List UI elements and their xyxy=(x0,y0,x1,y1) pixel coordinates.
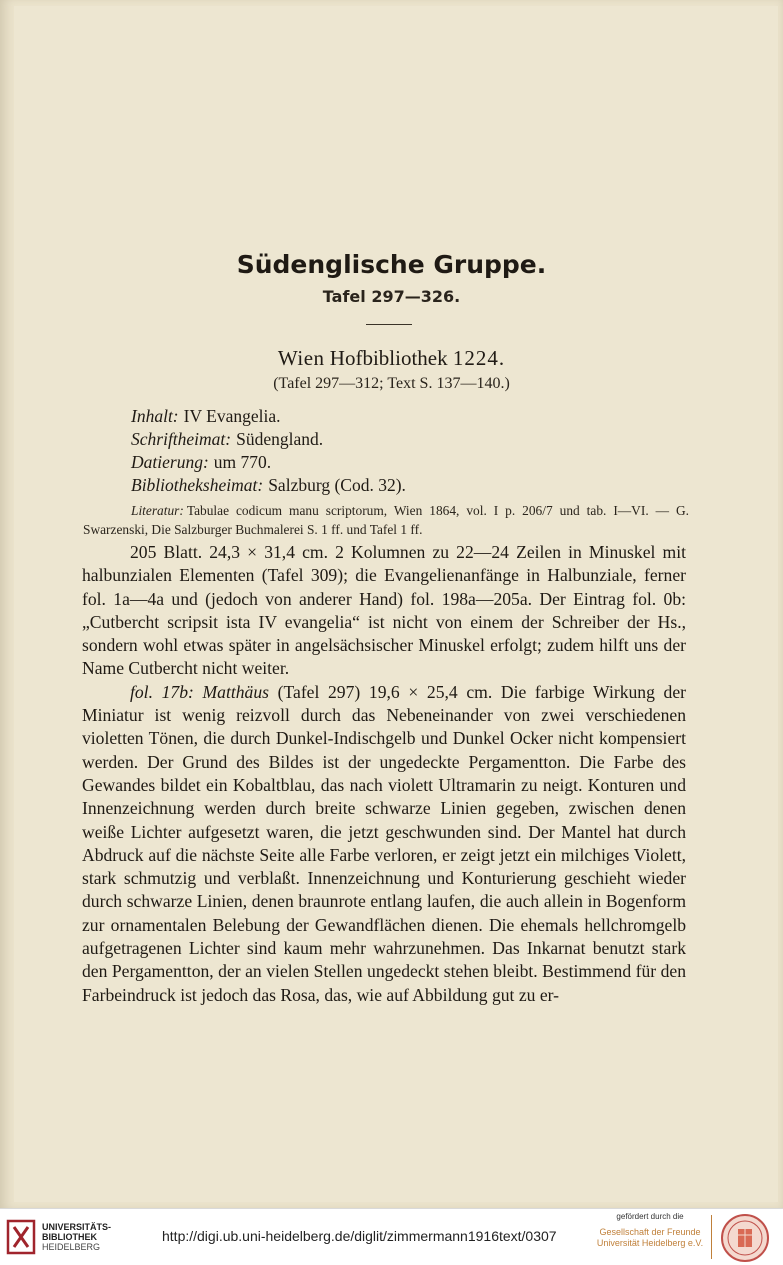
plate-range: Tafel 297—326. xyxy=(322,287,461,306)
manuscript-metadata xyxy=(131,405,731,497)
literature-text: Tabulae codicum manu scriptorum, Wien 1864, vol. I p. 206/7 und tab. I—VI. — G. Swarzenski, Die Salzburger Buchmalerei S. 1 ff. und Tafel 1 ff. xyxy=(83,503,689,537)
body-text xyxy=(82,541,686,1007)
library-name-line: HEIDELBERG xyxy=(42,1242,101,1252)
meta-value: Salzburg (Cod. 32). xyxy=(268,475,406,495)
meta-row-bibliotheksheimat xyxy=(131,474,731,497)
meta-label: Inhalt: xyxy=(131,406,179,426)
sponsor-org-line: Universität Heidelberg e.V. xyxy=(596,1238,704,1248)
meta-label: Schriftheimat: xyxy=(131,429,232,449)
library-name xyxy=(42,1222,111,1252)
plate-text-references: (Tafel 297—312; Text S. 137—140.) xyxy=(273,375,510,392)
divider-rule xyxy=(366,324,412,325)
meta-value: IV Evangelia. xyxy=(183,406,281,426)
meta-row-datierung xyxy=(131,451,731,474)
paragraph-lead: fol. 17b: Matthäus xyxy=(130,681,269,702)
meta-label: Datierung: xyxy=(131,452,209,472)
page-title: Südenglische Gruppe. xyxy=(236,250,547,279)
literature-note xyxy=(83,501,689,539)
sponsor-divider xyxy=(711,1215,712,1259)
meta-row-inhalt xyxy=(131,405,731,428)
paragraph-text: (Tafel 297) 19,6 × 25,4 cm. Die farbige Wirkung der Miniatur ist wenig reizvoll durch das Nebeneinander von zwei verschiedenen violetten Tönen, die durch Dunkel-Indischgelb und Dunkel Ocker nicht kompensiert werden. Der Grund des Bildes ist der ungedeckte Pergamentton. Die Farbe des Gewandes bildet ein Kobaltblau, das nach violett Ultramarin zu neigt. Konturen und Innenzeichnung werden durch breite schwarze Linien gegeben, zwischen denen weiße Lichter aufgesetzt waren, die jetzt geschwunden sind. Der Mantel hat durch Abdruck auf die nächste Seite alle Farbe verloren, er zeigt jetzt ein milchiges Violett, stark schmutzig und verblaßt. Innenzeichnung und Konturierung geschieht wieder durch schwarze Linien, denen braunrote entlang laufen, die auch allein in Bogenform zur ornamentalen Belebung der Gewandflächen dienen. Die ehemals hellchromgelb aufgetragenen Lichter sind kaum mehr wahrzunehmen. Das Inkarnat benutzt stark den Pergamentton, der an vielen Stellen ungedeckt stehen bleibt. Bestimmend für den Farbeindruck ist jedoch das Rosa, das, wie auf Abbildung gut zu er- xyxy=(82,681,687,1005)
meta-value: um 770. xyxy=(213,452,272,472)
paragraph-description xyxy=(82,541,686,681)
manuscript-heading xyxy=(0,346,783,371)
sponsor-org-line: Gesellschaft der Freunde xyxy=(599,1227,701,1237)
library-name-line: UNIVERSITÄTS- xyxy=(42,1222,112,1232)
paragraph-miniature xyxy=(82,681,686,1007)
heading-number: 1224. xyxy=(452,346,506,370)
viewer-footer xyxy=(0,1208,783,1265)
permalink-url[interactable]: http://digi.ub.uni-heidelberg.de/diglit/zimmermann1916text/0307 xyxy=(162,1228,557,1244)
literature-label: Literatur: xyxy=(131,503,184,518)
library-name-line: BIBLIOTHEK xyxy=(42,1232,97,1242)
heading-library: Hofbibliothek xyxy=(329,346,448,370)
sponsor-note: gefördert durch die xyxy=(616,1212,684,1221)
paragraph-text: 205 Blatt. 24,3 × 31,4 cm. 2 Kolumnen zu 22—24 Zeilen in Minuskel mit halbunzialen Elementen (Tafel 309); die Evangelienanfänge in Halbunziale, ferner fol. 1a—4a und (jedoch von anderer Hand) fol. 198a—205a. Der Eintrag fol. 0b: „Cutbercht scripsit ista IV evangelia“ ist nicht von einem der Schreiber der Hs., sondern wohl etwas später in angelsächsischer Minuskel erfolgt; zudem hilft uns der Name Cutbercht nicht weiter. xyxy=(82,542,686,679)
heading-city: Wien xyxy=(277,346,325,370)
university-library-logo-icon[interactable] xyxy=(6,1219,36,1255)
sponsor-credit xyxy=(596,1212,704,1249)
university-seal-icon xyxy=(720,1213,770,1263)
meta-value: Südengland. xyxy=(236,429,324,449)
meta-label: Bibliotheksheimat: xyxy=(131,475,264,495)
meta-row-schriftheimat xyxy=(131,428,731,451)
